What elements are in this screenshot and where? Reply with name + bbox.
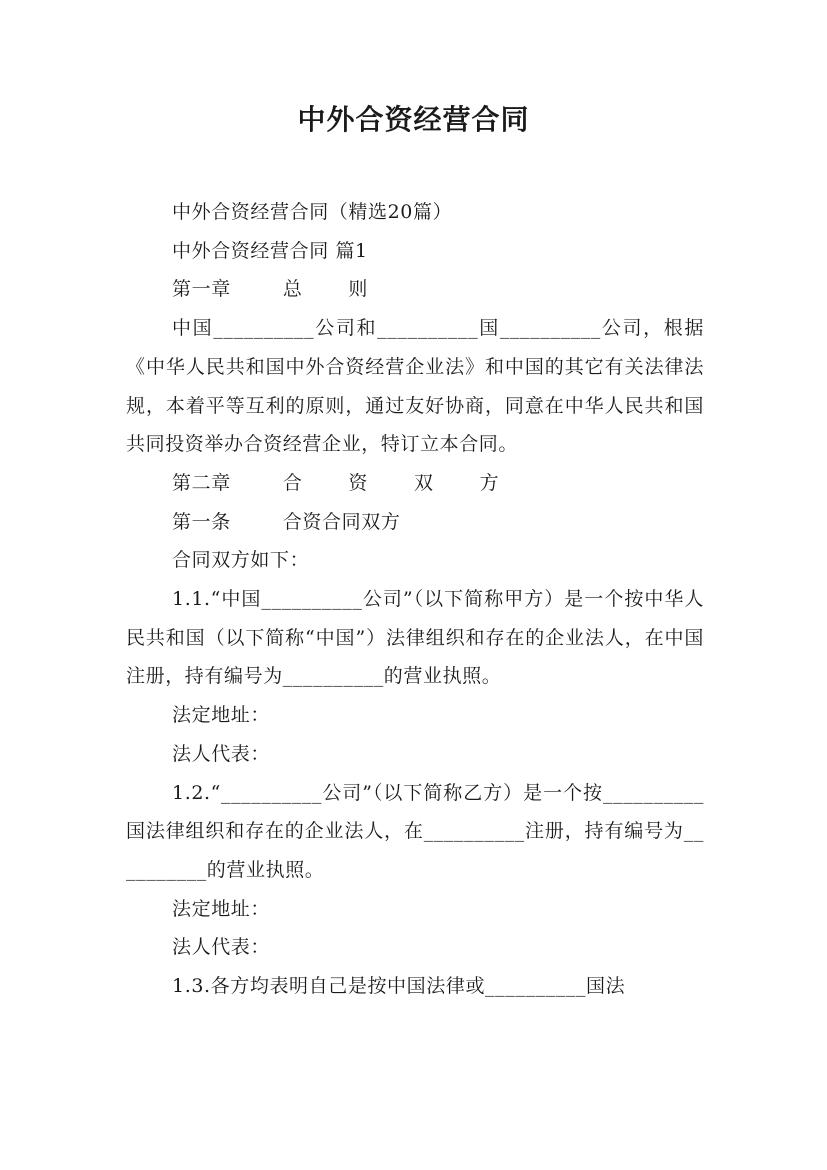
paragraph-clause-1-1: 1.1.“中国__________公司”（以下简称甲方）是一个按中华人民共和国（以下简称“中国”）法律组织和存在的企业法人，在中国注册，持有编号为__________的营业执照。 (126, 588, 704, 688)
paragraph-legal-representative: 法人代表： (172, 936, 271, 959)
chapter-number: 第二章 (172, 471, 231, 494)
paragraph-clause-1-3: 1.3.各方均表明自己是按中国法律或__________国法 (172, 975, 626, 998)
chapter-number: 第一章 (172, 278, 231, 301)
chapter-heading-1 (126, 270, 704, 309)
paragraph-legal-address: 法定地址： (172, 897, 271, 920)
document-body (126, 193, 704, 1006)
chapter-word: 资 (348, 471, 369, 494)
article-number: 第一条 (172, 510, 231, 533)
chapter-heading-2 (126, 464, 704, 503)
paragraph-clause-1-2: 1.2.“__________公司”（以下简称乙方）是一个按__________国法律组织和存在的企业法人，在__________注册，持有编号为__________的营业执照。 (126, 781, 704, 881)
paragraph-parties-intro: 合同双方如下： (172, 549, 310, 572)
paragraph-section-label: 中外合资经营合同 篇1 (172, 239, 368, 262)
article-heading-1 (126, 503, 704, 542)
paragraph-legal-representative: 法人代表： (172, 742, 271, 765)
chapter-word: 则 (348, 278, 369, 301)
document-title: 中外合资经营合同 (297, 103, 530, 136)
chapter-word: 合 (282, 471, 303, 494)
article-title: 合资合同双方 (282, 510, 401, 533)
chapter-word: 方 (479, 471, 500, 494)
paragraph-preamble: 中国__________公司和__________国__________公司，根据《中华人民共和国中外合资经营企业法》和中国的其它有关法律法规，本着平等互利的原则，通过友好协商，同意在中华人民共和国共同投资举办合资经营企业，特订立本合同。 (126, 317, 704, 456)
chapter-word: 双 (414, 471, 434, 494)
paragraph-legal-address: 法定地址： (172, 704, 271, 727)
paragraph-subtitle: 中外合资经营合同（精选20篇） (172, 201, 453, 223)
chapter-word: 总 (282, 278, 303, 301)
